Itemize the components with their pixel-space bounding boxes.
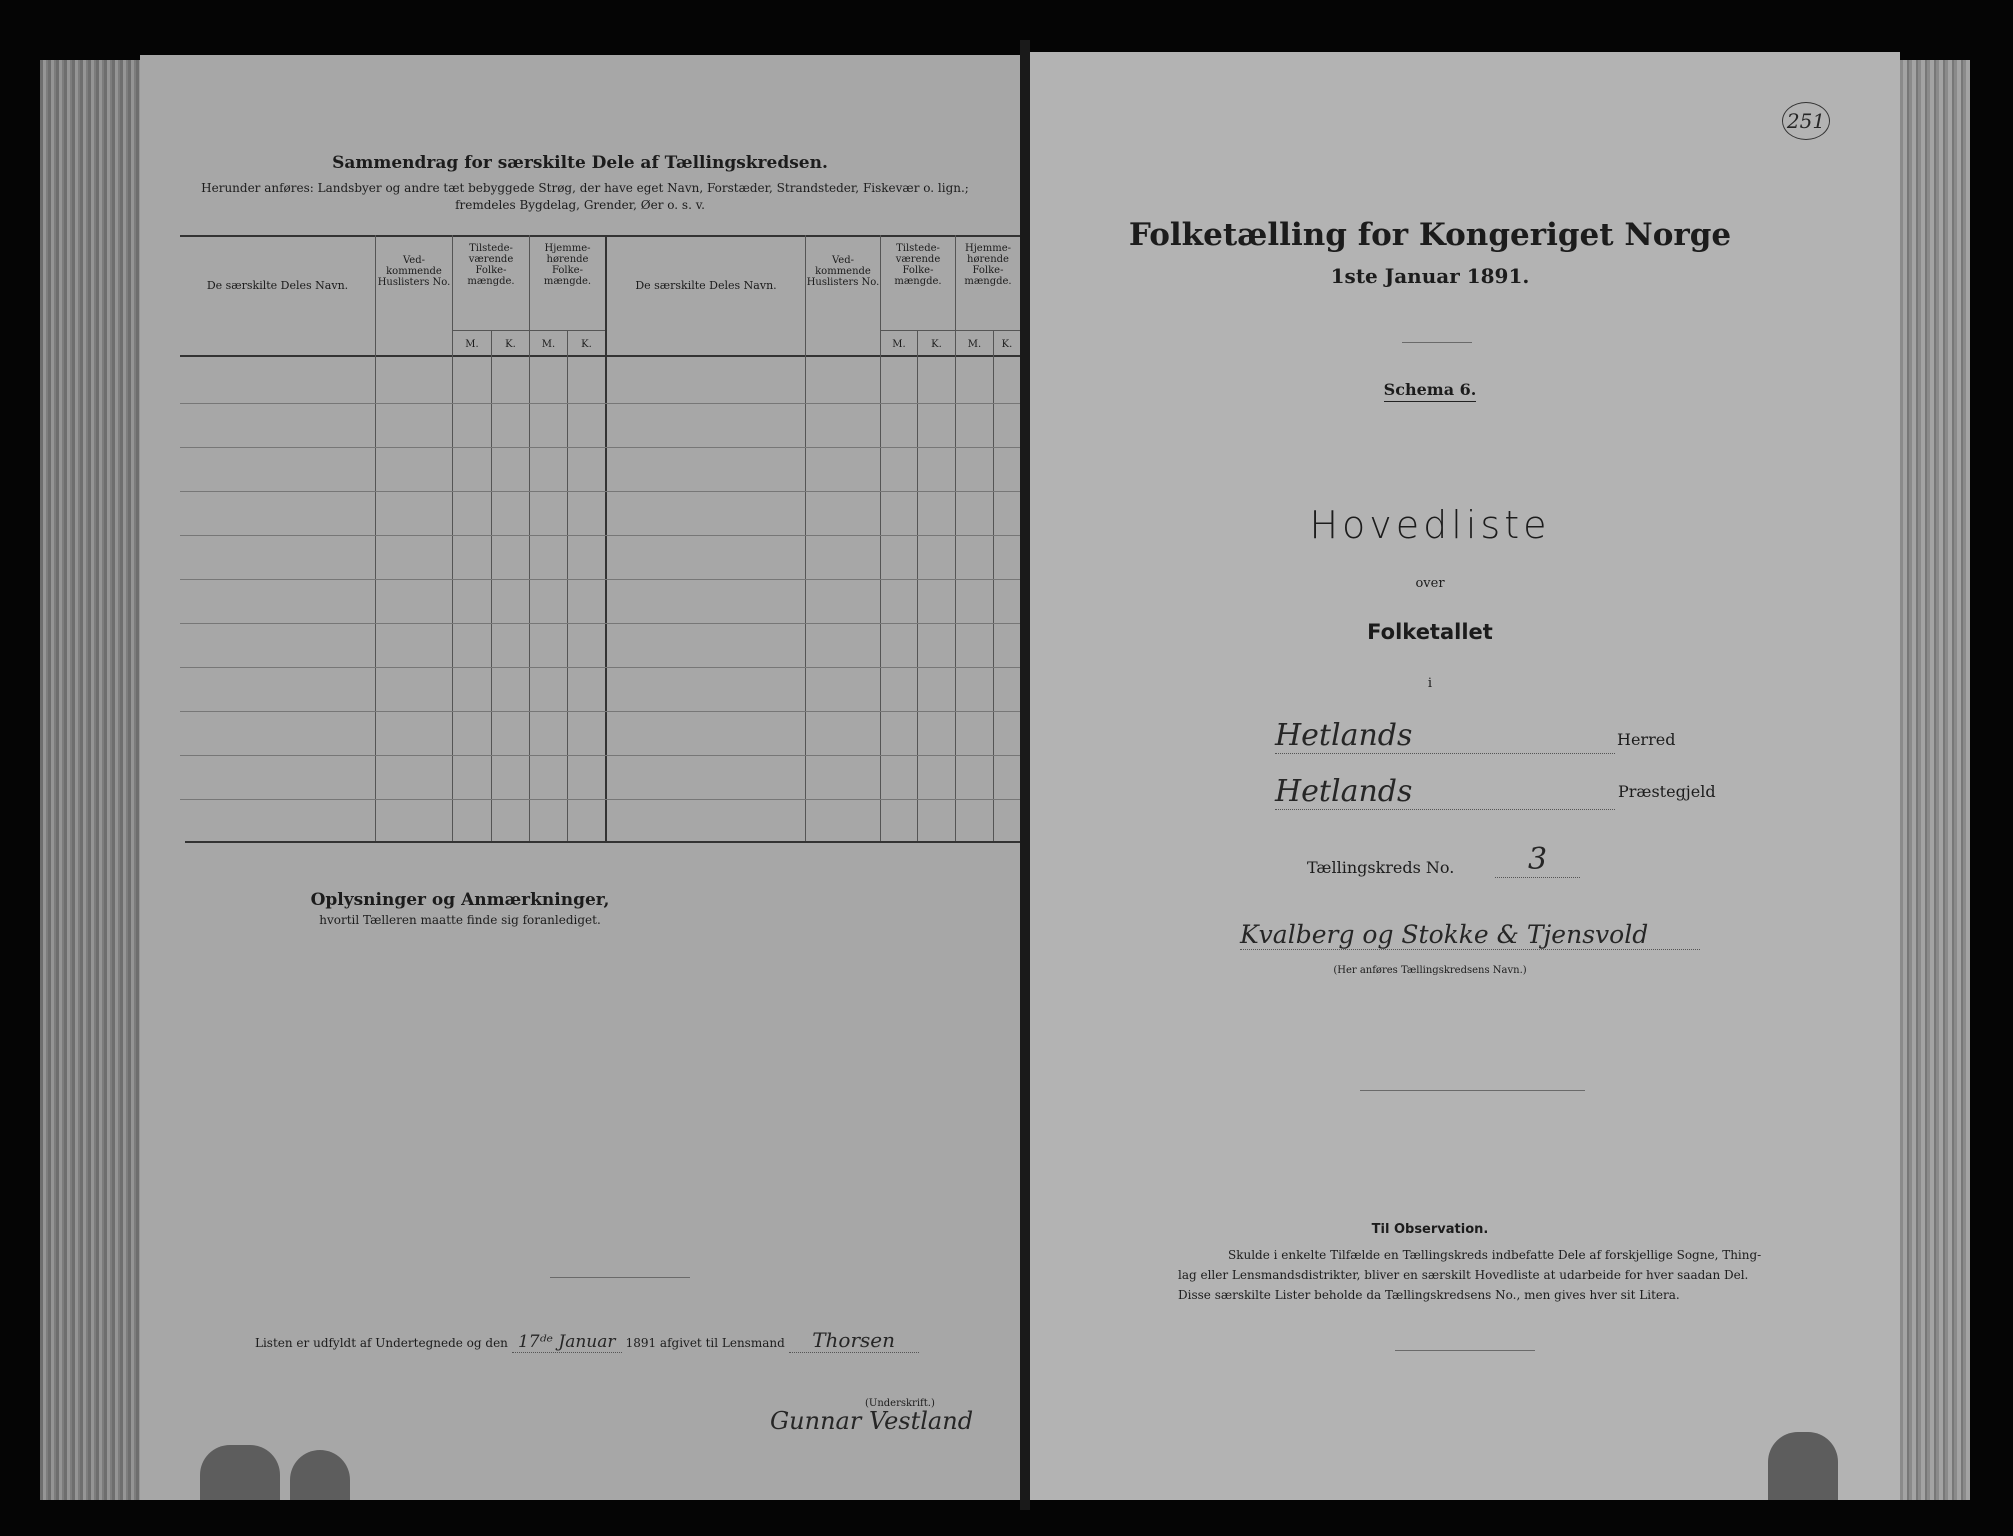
signature-prefix: Listen er udfyldt af Undertegnede og den bbox=[255, 1336, 508, 1350]
right-page bbox=[1030, 52, 1900, 1500]
signature-year: 1891 afgivet til Lensmand bbox=[625, 1336, 785, 1350]
header-name-right: De særskilte Deles Navn. bbox=[635, 279, 777, 292]
folketallet-label: Folketallet bbox=[1367, 620, 1493, 644]
header-list-no-left: Ved-kommende Huslisters No. bbox=[377, 255, 451, 288]
underskrift-label: (Underskrift.) bbox=[865, 1398, 935, 1409]
summary-title: Sammendrag for særskilte Dele af Tællingskredsen. bbox=[332, 153, 828, 173]
main-title: Hovedliste bbox=[1309, 503, 1551, 547]
enumerator-signature: Gunnar Vestland bbox=[770, 1407, 974, 1435]
i-label: i bbox=[1427, 676, 1433, 691]
over-label: over bbox=[1415, 576, 1445, 591]
form-date: 1ste Januar 1891. bbox=[1330, 264, 1530, 288]
header-k: K. bbox=[581, 339, 592, 350]
kreds-name-field bbox=[1240, 920, 1700, 950]
observation-line-3: Disse særskilte Lister beholde da Tællingskredsens No., men gives hver sit Litera. bbox=[1178, 1288, 1680, 1302]
book-gutter bbox=[1020, 40, 1030, 1510]
kreds-name-caption: (Her anføres Tællingskredsens Navn.) bbox=[1333, 965, 1527, 976]
summary-subtitle-2: fremdeles Bygdelag, Grender, Øer o. s. v. bbox=[455, 198, 705, 212]
herred-field bbox=[1275, 718, 1615, 754]
remarks-subtitle: hvortil Tælleren maatte finde sig foranlediget. bbox=[319, 913, 601, 927]
herred-label: Herred bbox=[1617, 730, 1676, 749]
header-m: M. bbox=[892, 339, 906, 350]
prestegjeld-label: Præstegjeld bbox=[1618, 782, 1716, 801]
prestegjeld-field bbox=[1275, 774, 1615, 810]
header-m: M. bbox=[465, 339, 479, 350]
kreds-no-field bbox=[1495, 842, 1580, 878]
kreds-name-value: Kvalberg og Stokke & Tjensvold bbox=[1240, 920, 1649, 949]
prestegjeld-value: Hetlands bbox=[1275, 774, 1413, 809]
header-present-right: Tilstede-værende Folke-mængde. bbox=[894, 243, 942, 287]
header-m: M. bbox=[967, 339, 982, 350]
divider bbox=[1402, 342, 1472, 343]
thumb-right bbox=[1768, 1432, 1838, 1500]
header-name-left: De særskilte Deles Navn. bbox=[206, 279, 349, 292]
right-page-edges bbox=[1900, 60, 1970, 1500]
kreds-label: Tællingskreds No. bbox=[1307, 858, 1455, 877]
thumb-left bbox=[200, 1445, 280, 1500]
header-list-no-right: Ved-kommende Huslisters No. bbox=[806, 255, 880, 288]
divider bbox=[550, 1277, 690, 1278]
header-k: K. bbox=[931, 339, 942, 350]
left-page-edges bbox=[40, 60, 140, 1500]
divider bbox=[1395, 1350, 1535, 1351]
summary-table bbox=[180, 235, 1020, 845]
divider bbox=[1360, 1090, 1585, 1091]
page-number: 251 bbox=[1782, 102, 1830, 140]
header-present-left: Tilstede-værende Folke-mængde. bbox=[467, 243, 515, 287]
header-m: M. bbox=[541, 339, 556, 350]
observation-text bbox=[1178, 1245, 1788, 1305]
header-resident-left: Hjemme-hørende Folke-mængde. bbox=[543, 243, 592, 287]
summary-subtitle-1: Herunder anføres: Landsbyer og andre tæt bebyggede Strøg, der have eget Navn, Forstæder, Strandsteder, Fiskevær o. lign.; bbox=[201, 181, 969, 195]
form-title: Folketælling for Kongeriget Norge bbox=[1128, 217, 1732, 253]
observation-line-2: lag eller Lensmandsdistrikter, bliver en særskilt Hovedliste at udarbeide for hver saadan Del. bbox=[1178, 1268, 1749, 1282]
header-k: K. bbox=[1001, 339, 1013, 350]
observation-title: Til Observation. bbox=[1371, 1222, 1489, 1237]
left-page bbox=[140, 55, 1020, 1500]
thumb-left-2 bbox=[290, 1450, 350, 1500]
remarks-title: Oplysninger og Anmærkninger, bbox=[310, 890, 610, 910]
kreds-no-value: 3 bbox=[1527, 842, 1548, 877]
lensmand-name: Thorsen bbox=[789, 1328, 919, 1353]
header-k: K. bbox=[505, 339, 516, 350]
filled-date: 17ᵈᵉ Januar bbox=[512, 1332, 622, 1353]
schema-label: Schema 6. bbox=[1030, 380, 1830, 399]
herred-value: Hetlands bbox=[1275, 718, 1413, 753]
header-resident-right: Hjemme-hørende Folke-mængde. bbox=[964, 243, 1012, 287]
signature-statement bbox=[255, 1328, 919, 1353]
observation-line-1: Skulde i enkelte Tilfælde en Tællingskreds indbefatte Dele af forskjellige Sogne, Thing- bbox=[1228, 1248, 1762, 1262]
